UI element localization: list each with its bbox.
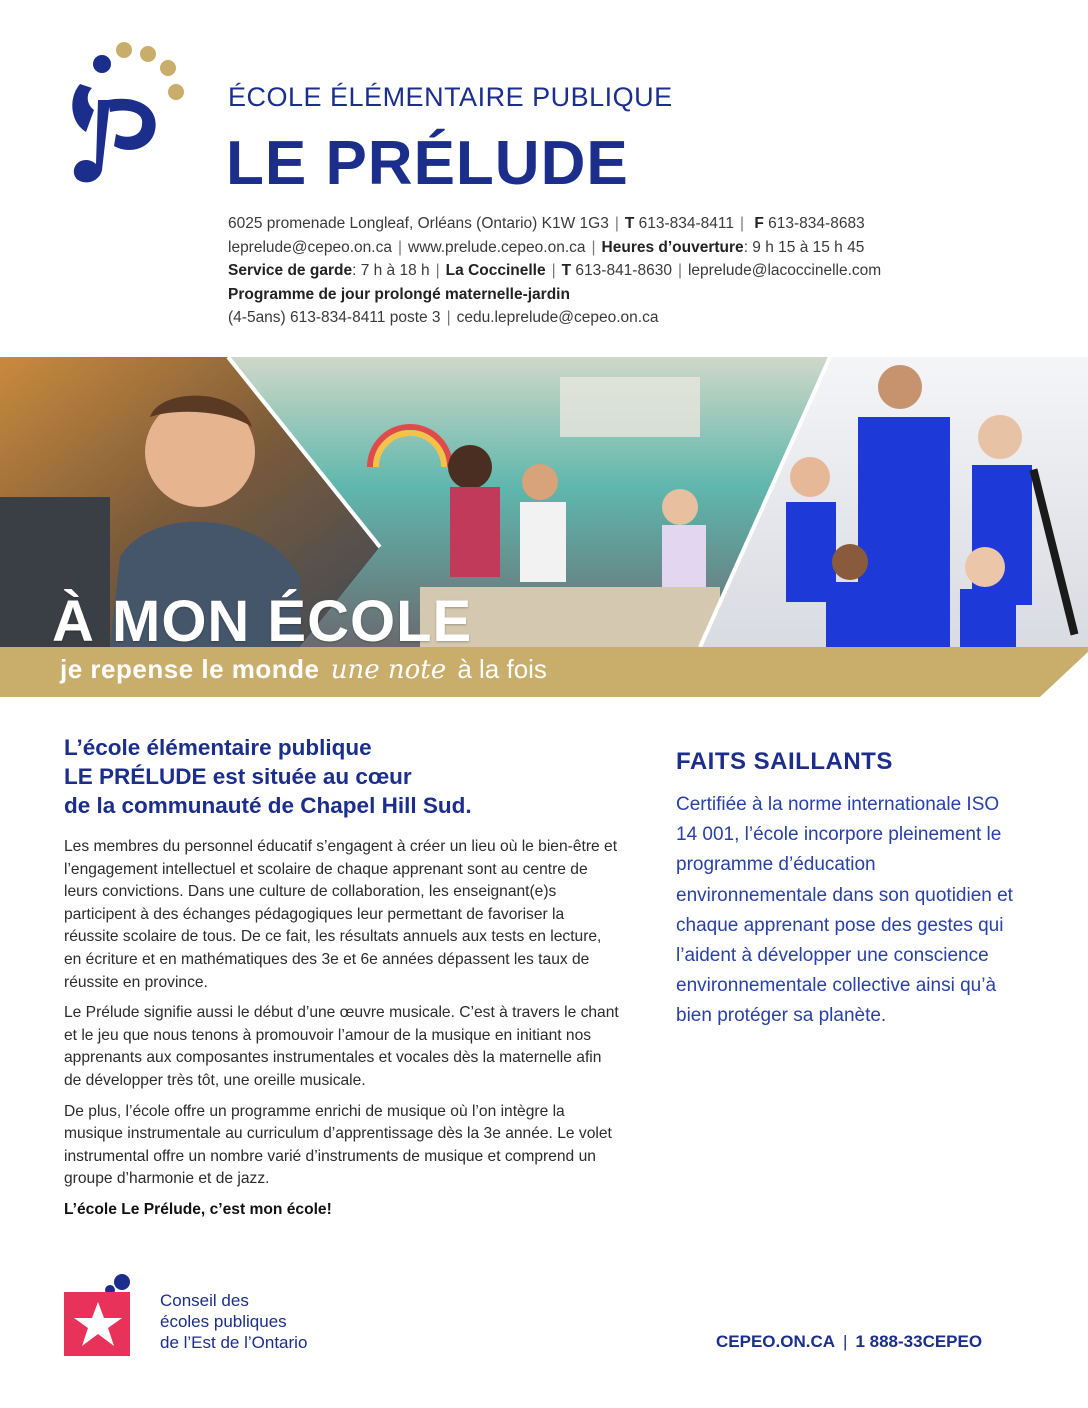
teacher-face [878, 365, 922, 409]
phone: 613-834-8411 [638, 215, 735, 232]
intro-body [64, 836, 620, 1230]
fax: 613-834-8683 [768, 215, 865, 232]
daycare-name: La Coccinelle [445, 262, 546, 279]
program-email-link[interactable]: cedu.leprelude@cepeo.on.ca [456, 309, 659, 326]
school-name: LE PRÉLUDE [226, 129, 629, 198]
tagline-part-1: je repense le monde [60, 654, 320, 684]
contact-line-3: Service de garde: 7 h à 18 h | La Coccinelle | T 613-841-8630 | leprelude@lacoccinelle.com [228, 262, 882, 279]
hours: : 9 h 15 à 15 h 45 [743, 238, 865, 256]
intro-paragraph-1: Les membres du personnel éducatif s’engagent à créer un lieu où le bien-être et l’engagement intellectuel et scolaire de chaque apprenant sont au centre de leurs convictions. Dans une culture de collaboration, les enseignant(e)s participent à des échanges pédagogiques leur permettant de favoriser la réussite scolaire de tous. De ce fait, les résultats annuels aux tests en lecture, en écriture et en mathématiques des 3e et 6e années dépassent les taux de réussite en province. [64, 838, 618, 991]
intro-paragraph-3: De plus, l’école offre un programme enrichi de musique où l’on intègre la musique instrumentale au curriculum d’apprentissage dès la 3e année. Le volet instrumental offre un nombre varié d’instruments de musique et comprend un groupe d’harmonie et de jazz. [64, 1102, 612, 1188]
address: 6025 promenade Longleaf, Orléans (Ontario) K1W 1G3 [228, 215, 609, 232]
daycare-phone-label: T [561, 262, 572, 279]
contact-line-1: 6025 promenade Longleaf, Orléans (Ontario) K1W 1G3 | T 613-834-8411 | F 613-834-8683 [228, 215, 865, 232]
banner-tagline [60, 654, 547, 685]
contact-line-4 [228, 283, 881, 307]
footer-phone: 1 888-33CEPEO [855, 1332, 983, 1351]
daycare-email-link[interactable]: leprelude@lacoccinelle.com [687, 262, 882, 279]
intro-heading-line-1: L’école élémentaire publique [64, 735, 372, 760]
daycare-hours: : 7 h à 18 h [352, 262, 430, 279]
contact-line-2: leprelude@cepeo.on.ca | www.prelude.cepeo.on.ca | Heures d’ouverture: 9 h 15 à 15 h 45 [228, 238, 865, 256]
program-label: Programme de jour prolongé maternelle-jardin [228, 285, 570, 303]
footer-website-link[interactable]: CEPEO.ON.CA [716, 1332, 836, 1351]
email-link[interactable]: leprelude@cepeo.on.ca [228, 238, 392, 256]
org-line-3: de l’Est de l’Ontario [160, 1333, 308, 1352]
faits-saillants-body: Certifiée à la norme internationale ISO 14 001, l’école incorpore pleinement le programme d’éducation environnementale dans son quotidien et chaque apprenant pose des gestes qui l’aident à développer une conscience environnementale collective ainsi qu’à bien protéger sa planète. [676, 794, 1013, 1027]
footer-contact: CEPEO.ON.CA | 1 888-33CEPEO [716, 1332, 983, 1351]
music-note-p-logo [58, 40, 186, 190]
faits-saillants-title: FAITS SAILLANTS [676, 748, 893, 775]
org-line-2: écoles publiques [160, 1312, 287, 1331]
cepeo-org-name [160, 1290, 307, 1353]
intro-heading [64, 733, 604, 820]
daycare-phone: 613-841-8630 [575, 262, 672, 279]
phone-label: T [624, 215, 635, 232]
contact-line-5: (4-5ans) 613-834-8411 poste 3 | cedu.leprelude@cepeo.on.ca [228, 309, 659, 326]
intro-paragraph-2: Le Prélude signifie aussi le début d’une œuvre musicale. C’est à travers le chant et le jeu que nous tenons à promouvoir l’amour de la musique en initiant nos apprenants aux composantes instrumentales et vocales dès la maternelle afin de développer très tôt, une oreille musicale. [64, 1004, 619, 1089]
daycare-label: Service de garde [228, 262, 353, 279]
program-details: (4-5ans) 613-834-8411 poste 3 [228, 309, 441, 326]
fax-label: F [754, 215, 764, 232]
hours-label: Heures d’ouverture [601, 238, 744, 256]
website-link[interactable]: www.prelude.cepeo.on.ca [408, 238, 586, 256]
tagline-part-2: une note [330, 655, 447, 685]
cepeo-star-logo [60, 1272, 146, 1358]
org-line-1: Conseil des [160, 1291, 249, 1310]
intro-heading-line-3: de la communauté de Chapel Hill Sud. [64, 793, 472, 818]
banner-headline: À MON ÉCOLE [52, 589, 473, 654]
tagline-part-3: à la fois [457, 654, 547, 684]
contact-block [228, 212, 881, 330]
intro-closing: L’école Le Prélude, c’est mon école! [64, 1200, 332, 1218]
intro-heading-line-2: LE PRÉLUDE est située au cœur [64, 764, 412, 789]
school-kicker: ÉCOLE ÉLÉMENTAIRE PUBLIQUE [228, 82, 673, 112]
